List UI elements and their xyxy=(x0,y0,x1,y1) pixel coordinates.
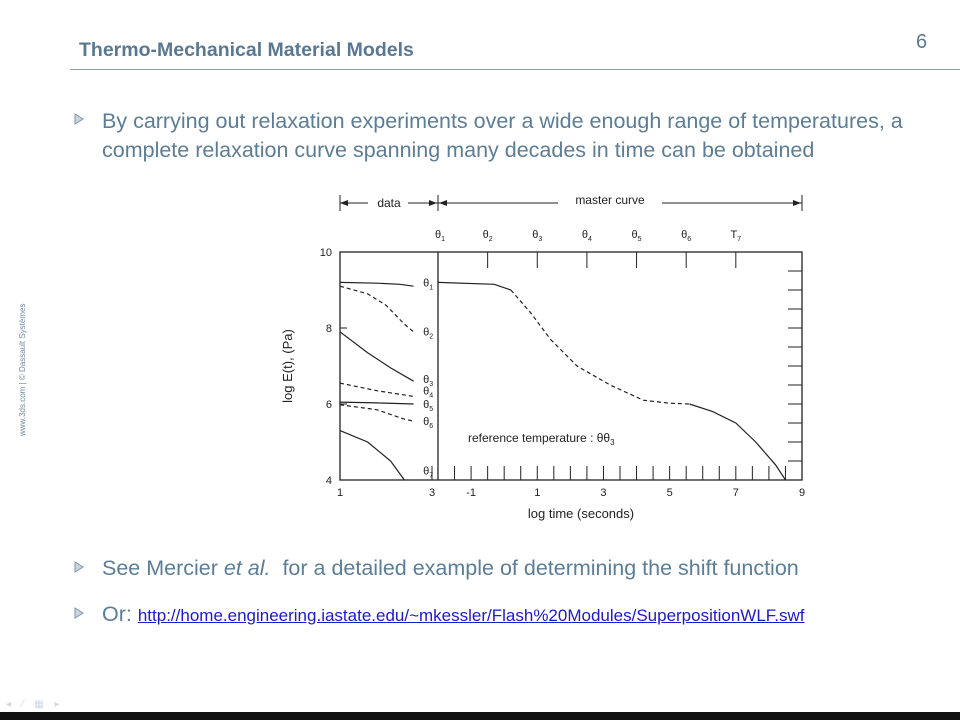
x-tick-label: 3 xyxy=(600,487,607,499)
top-temperature-label: $T_7$ xyxy=(730,229,742,243)
data-curve-label: $\theta_2$ xyxy=(423,326,434,341)
bullet-text-1: By carrying out relaxation experiments over a wide enough range of temperatures, a complete relaxation curve spanning many decades in time can be obtained xyxy=(102,109,903,162)
y-tick-label: 4 xyxy=(325,475,332,487)
x-axis-label: log time (seconds) xyxy=(527,506,635,521)
copyright-note: www.3ds.com | © Dassault Systèmes xyxy=(18,303,27,436)
relaxation-chart xyxy=(270,190,830,540)
data-curve xyxy=(340,332,414,381)
data-curve-label: $\theta_7$ xyxy=(423,465,434,480)
page-number: 6 xyxy=(916,31,928,53)
data-curve-label: $\theta_3$ xyxy=(423,374,434,389)
arrow-head xyxy=(340,200,348,206)
bullet-text-3 xyxy=(102,600,942,630)
bullet-arrow-icon xyxy=(74,561,84,573)
x-tick-label: 1 xyxy=(336,487,344,499)
arrow-head xyxy=(793,200,801,206)
data-curve xyxy=(340,405,414,421)
top-temperature-label: $\theta_1$ xyxy=(434,229,446,243)
superposition-wlf-link[interactable]: http://home.engineering.iastate.edu/~mkessler/Flash%20Modules/SuperpositionWLF.swf xyxy=(137,606,805,625)
bullet-arrow-icon xyxy=(74,607,84,619)
top-temperature-label: $\theta_5$ xyxy=(631,229,642,243)
data-curve-label: $\theta_1$ xyxy=(423,277,434,292)
top-temperature-label: $\theta_3$ xyxy=(532,229,543,243)
data-curve xyxy=(340,383,414,396)
x-tick-label: 5 xyxy=(666,487,673,499)
master-curve-solid xyxy=(690,404,786,480)
master-curve-dashed xyxy=(511,290,551,339)
slide-title: Thermo-Mechanical Material Models xyxy=(79,39,414,61)
x-tick-label: 3 xyxy=(428,487,436,499)
data-curve xyxy=(340,402,414,404)
bullet-text-2 xyxy=(102,554,922,583)
x-tick-label: 9 xyxy=(798,487,806,499)
top-temperature-label: $\theta_2$ xyxy=(482,229,493,243)
data-curve-label: $\theta_6$ xyxy=(423,416,434,430)
x-tick-label: -1 xyxy=(466,487,476,499)
arrow-head xyxy=(439,200,447,206)
bullet-arrow-icon xyxy=(74,113,84,125)
x-tick-label: 1 xyxy=(534,487,541,499)
top-temperature-label: $\theta_6$ xyxy=(681,229,692,243)
data-curve xyxy=(340,282,414,286)
data-header-label: data xyxy=(377,196,401,210)
data-curve-label: $\theta_4$ xyxy=(423,385,434,400)
reference-temperature-annotation: reference temperature : $\theta\theta_3$ xyxy=(468,431,615,447)
y-axis-label: log E(t), (Pa) xyxy=(280,329,295,403)
master-curve-solid xyxy=(438,282,511,290)
bullet-3-pre: Or: xyxy=(102,602,138,626)
bullet-2-pre: See Mercier xyxy=(102,556,224,580)
bullet-2-em: et al. xyxy=(223,556,271,580)
y-tick-label: 8 xyxy=(325,323,332,335)
slide-nav-icons[interactable]: ◂ ⁄ ▦ ▸ xyxy=(6,699,64,710)
y-tick-label: 10 xyxy=(319,247,332,259)
data-curve-label: $\theta_5$ xyxy=(423,398,434,413)
bottom-bar xyxy=(0,712,960,720)
top-temperature-label: $\theta_4$ xyxy=(581,229,592,243)
data-curve xyxy=(340,431,404,480)
data-curve xyxy=(340,286,414,332)
y-tick-label: 6 xyxy=(325,399,332,411)
master-curve-dashed xyxy=(551,339,690,404)
x-tick-label: 7 xyxy=(732,487,739,499)
master-header-label: master curve xyxy=(575,193,645,207)
bullet-2-post: for a detailed example of determining the shift function xyxy=(270,556,799,580)
arrow-head xyxy=(429,200,437,206)
title-divider xyxy=(70,69,960,70)
